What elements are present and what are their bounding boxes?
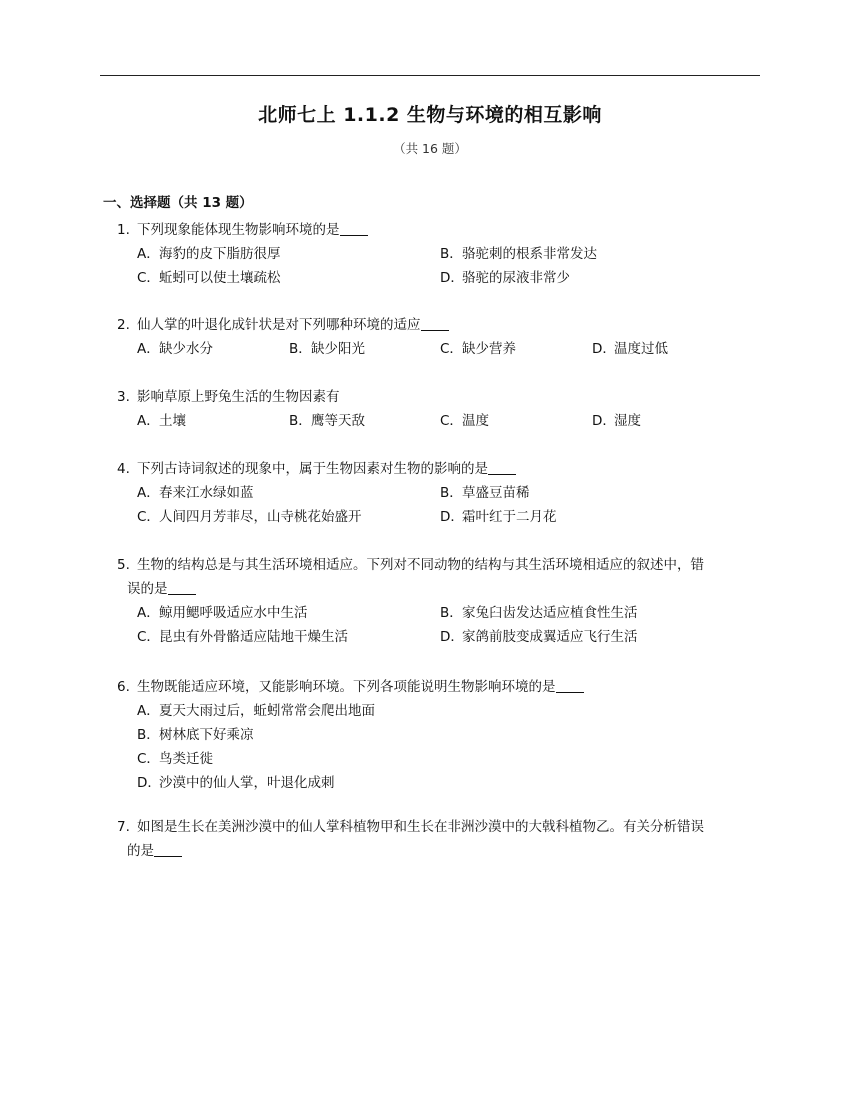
question-7 — [117, 815, 762, 863]
question-1 — [117, 218, 762, 290]
question-number: 5. — [117, 557, 130, 573]
option-c: C．鸟类迁徙 — [137, 751, 213, 767]
option-b: B．树林底下好乘凉 — [137, 727, 254, 743]
question-number: 6. — [117, 679, 130, 695]
option-c: C．蚯蚓可以使土壤疏松 — [137, 270, 281, 286]
question-6 — [117, 675, 762, 795]
option-a: A．夏天大雨过后，蚯蚓常常会爬出地面 — [137, 703, 375, 719]
question-stem — [117, 457, 762, 481]
option-d: D．沙漠中的仙人掌，叶退化成刺 — [137, 775, 335, 791]
option-c: C．昆虫有外骨骼适应陆地干燥生活 — [137, 629, 348, 645]
question-stem — [117, 675, 762, 699]
answer-blank — [340, 221, 368, 236]
question-text: 生物既能适应环境，又能影响环境。下列各项能说明生物影响环境的是 — [137, 679, 556, 695]
question-text: 影响草原上野兔生活的生物因素有 — [137, 389, 340, 405]
option-b: B．缺少阳光 — [289, 341, 365, 357]
option-d: D．家鸽前肢变成翼适应飞行生活 — [440, 629, 638, 645]
option-d: D．骆驼的尿液非常少 — [440, 270, 570, 286]
answer-blank — [488, 460, 516, 475]
question-text: 下列古诗词叙述的现象中，属于生物因素对生物的影响的是 — [137, 461, 488, 477]
option-c: C．缺少营养 — [440, 341, 516, 357]
option-d: D．湿度 — [592, 413, 641, 429]
option-b: B．骆驼刺的根系非常发达 — [440, 246, 597, 262]
question-number: 2. — [117, 317, 130, 333]
question-2 — [117, 313, 762, 361]
option-a: A．海豹的皮下脂肪很厚 — [137, 246, 281, 262]
question-text: 仙人掌的叶退化成针状是对下列哪种环境的适应 — [137, 317, 421, 333]
question-stem — [117, 218, 762, 242]
page-title: 北师七上 1.1.2 生物与环境的相互影响 — [258, 104, 602, 126]
question-stem — [117, 815, 762, 839]
question-stem — [117, 313, 762, 337]
question-stem-continued — [117, 577, 762, 601]
question-3 — [117, 385, 762, 433]
question-stem — [117, 385, 762, 409]
top-rule — [100, 75, 760, 76]
answer-blank — [556, 678, 584, 693]
option-c: C．温度 — [440, 413, 489, 429]
option-a: A．土壤 — [137, 413, 186, 429]
question-stem-continued — [117, 839, 762, 863]
question-text: 生物的结构总是与其生活环境相适应。下列对不同动物的结构与其生活环境相适应的叙述中，错 — [137, 557, 704, 573]
question-5 — [117, 553, 762, 649]
answer-blank — [154, 842, 182, 857]
answer-blank — [421, 316, 449, 331]
option-d: D．霜叶红于二月花 — [440, 509, 557, 525]
question-4 — [117, 457, 762, 529]
question-number: 4. — [117, 461, 130, 477]
option-d: D．温度过低 — [592, 341, 668, 357]
question-number: 3. — [117, 389, 130, 405]
question-text: 误的是 — [127, 581, 168, 597]
answer-blank — [168, 580, 196, 595]
option-a: A．春来江水绿如蓝 — [137, 485, 254, 501]
question-text: 如图是生长在美洲沙漠中的仙人掌科植物甲和生长在非洲沙漠中的大戟科植物乙。有关分析错误 — [137, 819, 704, 835]
question-text: 的是 — [127, 843, 154, 859]
question-stem — [117, 553, 762, 577]
option-b: B．家兔臼齿发达适应植食性生活 — [440, 605, 638, 621]
section-heading: 一、选择题（共 13 题） — [103, 195, 253, 211]
option-a: A．鲸用鳃呼吸适应水中生活 — [137, 605, 308, 621]
question-number: 7. — [117, 819, 130, 835]
option-c: C．人间四月芳菲尽，山寺桃花始盛开 — [137, 509, 362, 525]
question-text: 下列现象能体现生物影响环境的是 — [137, 222, 340, 238]
option-b: B．草盛豆苗稀 — [440, 485, 530, 501]
question-number: 1. — [117, 222, 130, 238]
option-b: B．鹰等天敌 — [289, 413, 365, 429]
option-a: A．缺少水分 — [137, 341, 213, 357]
question-count: （共 16 题） — [393, 141, 467, 156]
